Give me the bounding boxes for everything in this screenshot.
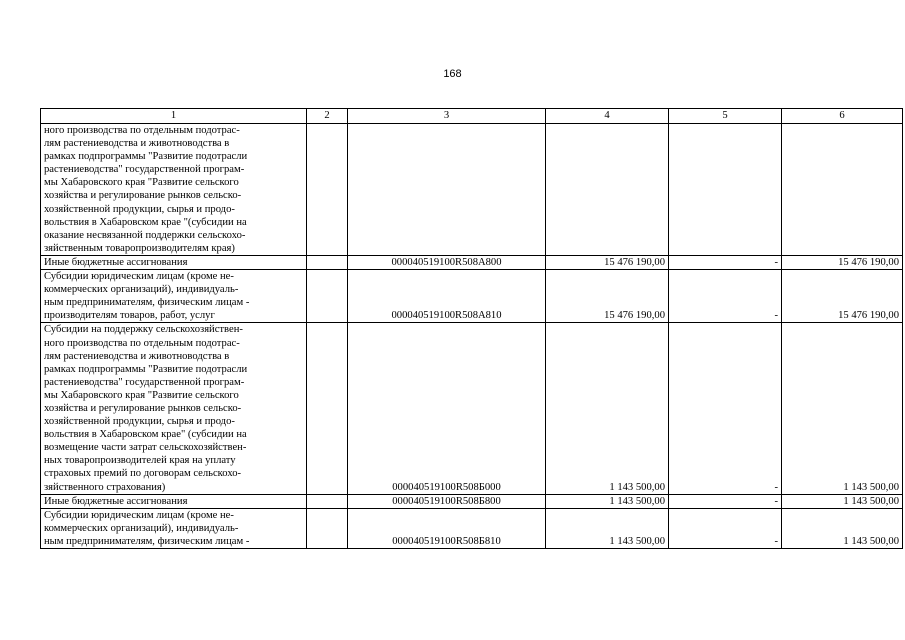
row-description: Иные бюджетные ассигнования [41, 255, 307, 269]
row-description: Субсидии на поддержку сельскохозяйствен- ного производства по отдельным подотрас- лям растениеводства и животноводства в рамках подпрограммы "Развитие подотрасли растениеводства" государственной програм- мы Хабаровского края "Развитие сельского хозяйства и регулирование рынков сельско- хозяйственной продукции, сырья и продо- вольствия в Хабаровском крае" (субсидии на возмещение части затрат сельскохозяйствен- ных товаропроизводителей края на уплату страховых премий по договорам сельскохо- зяйственного страхования) [41, 323, 307, 494]
row-description: Иные бюджетные ассигнования [41, 494, 307, 508]
table-row [41, 124, 903, 256]
row-amount: 1 143 500,00 [546, 508, 669, 548]
page-number: 168 [443, 68, 462, 80]
row-col5: - [669, 323, 782, 494]
row-amount: 1 143 500,00 [546, 323, 669, 494]
row-code: 000040519100R508Б800 [348, 494, 546, 508]
row-amount: 15 476 190,00 [546, 255, 669, 269]
row-total: 1 143 500,00 [782, 494, 903, 508]
column-header-6: 6 [782, 109, 903, 124]
row-col2 [307, 270, 348, 323]
row-col5: - [669, 494, 782, 508]
row-col2 [307, 255, 348, 269]
row-col5 [669, 124, 782, 256]
row-total: 1 143 500,00 [782, 323, 903, 494]
table-row [41, 494, 903, 508]
row-col2 [307, 494, 348, 508]
row-code: 000040519100R508Б810 [348, 508, 546, 548]
row-amount: 1 143 500,00 [546, 494, 669, 508]
row-col2 [307, 124, 348, 256]
column-header-1: 1 [41, 109, 307, 124]
budget-table [40, 108, 903, 549]
row-amount: 15 476 190,00 [546, 270, 669, 323]
row-code: 000040519100R508А810 [348, 270, 546, 323]
table-row [41, 270, 903, 323]
row-description: ного производства по отдельным подотрас- лям растениеводства и животноводства в рамках подпрограммы "Развитие подотрасли растениеводства" государственной програм- мы Хабаровского края "Развитие сельского хозяйства и регулирование рынков сельско- хозяйственной продукции, сырья и продо- вольствия в Хабаровском крае "(субсидии на оказание несвязанной поддержки сельскохо- зяйственным товаропроизводителям края) [41, 124, 307, 256]
row-code [348, 124, 546, 256]
row-description: Субсидии юридическим лицам (кроме не- коммерческих организаций), индивидуаль- ным предпринимателям, физическим лицам - производителям товаров, работ, услуг [41, 270, 307, 323]
row-description: Субсидии юридическим лицам (кроме не- коммерческих организаций), индивидуаль- ным предпринимателям, физическим лицам - [41, 508, 307, 548]
row-col2 [307, 323, 348, 494]
row-col2 [307, 508, 348, 548]
row-amount [546, 124, 669, 256]
table-row [41, 508, 903, 548]
row-col5: - [669, 255, 782, 269]
row-col5: - [669, 270, 782, 323]
row-code: 000040519100R508Б000 [348, 323, 546, 494]
column-header-4: 4 [546, 109, 669, 124]
row-total: 1 143 500,00 [782, 508, 903, 548]
column-header-2: 2 [307, 109, 348, 124]
table-header-row [41, 109, 903, 124]
table-row [41, 323, 903, 494]
row-total: 15 476 190,00 [782, 255, 903, 269]
row-col5: - [669, 508, 782, 548]
table-row [41, 255, 903, 269]
row-total [782, 124, 903, 256]
row-total: 15 476 190,00 [782, 270, 903, 323]
column-header-5: 5 [669, 109, 782, 124]
column-header-3: 3 [348, 109, 546, 124]
row-code: 000040519100R508А800 [348, 255, 546, 269]
